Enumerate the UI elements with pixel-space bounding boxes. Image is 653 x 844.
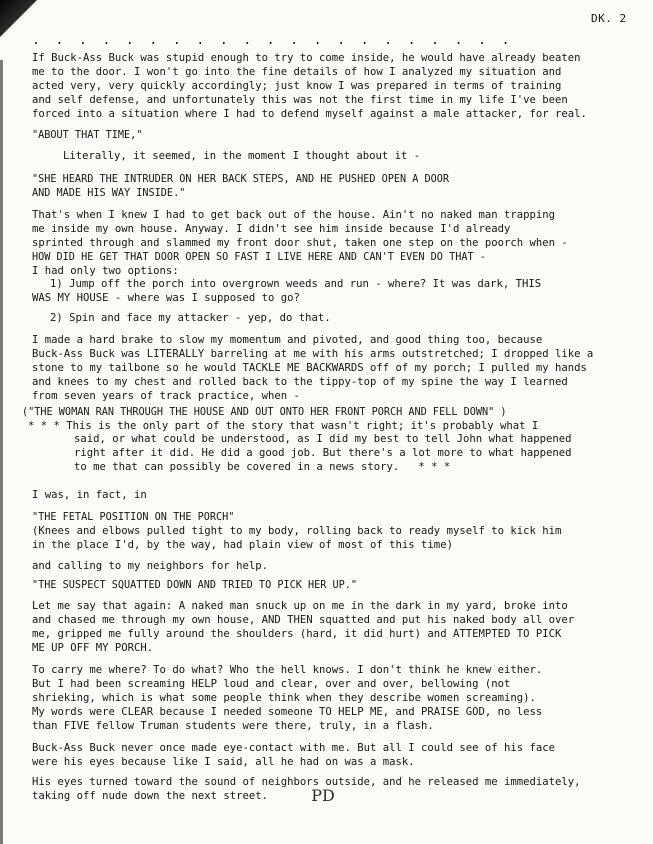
handwritten-initials: PD — [311, 786, 335, 805]
text-line: than FIVE fellow Truman students were there, truly, in a flash. — [32, 720, 434, 732]
text-line: (Knees and elbows pulled tight to my body, rolling back to ready myself to kick him — [32, 525, 562, 537]
text-line: taking off nude down the next street. — [32, 790, 268, 802]
text-line: ("THE WOMAN RAN THROUGH THE HOUSE AND OUT ONTO HER FRONT PORCH AND FELL DOWN" ) — [22, 407, 507, 418]
text-line: forced into a situation where I had to defend myself against a male attacker, for real. — [32, 108, 587, 120]
text-line: That's when I knew I had to get back out of the house. Ain't no naked man trapping — [32, 209, 555, 221]
text-line: WAS MY HOUSE - where was I supposed to go? — [32, 292, 300, 304]
text-line: "THE FETAL POSITION ON THE PORCH" — [32, 512, 235, 523]
scan-left-edge — [0, 60, 3, 844]
text-line: 2) Spin and face my attacker - yep, do that. — [50, 312, 331, 324]
text-line: in the place I'd, by the way, had plain view of most of this time) — [32, 539, 453, 551]
text-line: 1) Jump off the porch into overgrown weeds and run - where? It was dark, THIS — [50, 278, 542, 290]
text-line: acted very, very quickly accordingly; just know I was prepared in terms of training — [32, 80, 562, 92]
text-line: me, gripped me fully around the shoulders (hard, it did hurt) and ATTEMPTED TO PICK — [32, 628, 562, 640]
page-number: DK. 2 — [591, 12, 627, 25]
text-line: said, or what could be understood, as I did my best to tell John what happened — [74, 433, 572, 445]
text-line: were his eyes because like I said, all he had on was a mask. — [32, 756, 415, 768]
text-line: AND MADE HIS WAY INSIDE." — [32, 188, 186, 199]
text-line: me to the door. I won't go into the fine details of how I analyzed my situation and — [32, 66, 562, 78]
text-line: I had only two options: — [32, 265, 179, 277]
text-line: Buck-Ass Buck was LITERALLY barreling at me with his arms outstretched; I dropped like a — [32, 348, 594, 360]
text-line: But I had been screaming HELP loud and clear, over and over, bellowing (not — [32, 678, 511, 690]
text-line: sprinted through and slammed my front door shut, taken one step on the poorch when - — [32, 237, 568, 249]
text-line: Literally, it seemed, in the moment I thought about it - — [63, 150, 421, 162]
text-line: stone to my tailbone so he would TACKLE ME BACKWARDS off of my porch; I pulled my hands — [32, 362, 587, 374]
text-line: and knees to my chest and rolled back to the tippy-top of my spine the way I learned — [32, 376, 568, 388]
text-line: and chased me through my own house, AND THEN squatted and put his naked body all over — [32, 614, 575, 626]
text-line: "ABOUT THAT TIME," — [32, 130, 143, 141]
text-line: "THE SUSPECT SQUATTED DOWN AND TRIED TO PICK HER UP." — [32, 580, 358, 591]
text-line: * * * This is the only part of the story that wasn't right; it's probably what I — [28, 420, 539, 432]
text-line: I was, in fact, in — [32, 489, 147, 501]
text-line: right after it did. He did a good job. But there's a lot more to what happened — [74, 447, 572, 459]
text-line: To carry me where? To do what? Who the hell knows. I don't think he knew either. — [32, 664, 543, 676]
text-line: HOW DID HE GET THAT DOOR OPEN SO FAST I LIVE HERE AND CAN'T EVEN DO THAT - — [32, 252, 486, 263]
dot-divider: . . . . . . . . . . . . . . . . . . . . . — [32, 33, 510, 48]
text-line: "SHE HEARD THE INTRUDER ON HER BACK STEPS, AND HE PUSHED OPEN A DOOR — [32, 174, 450, 185]
text-line: His eyes turned toward the sound of neighbors outside, and he released me immediately, — [32, 776, 581, 788]
text-line: and self defense, and unfortunately this was not the first time in my life I've been — [32, 94, 568, 106]
text-line: shrieking, which is what some people think when they describe women screaming). — [32, 692, 536, 704]
text-line: If Buck-Ass Buck was stupid enough to try to come inside, he would have already beaten — [32, 52, 581, 64]
text-line: to me that can possibly be covered in a news story. * * * — [74, 461, 451, 473]
text-line: ME UP OFF MY PORCH. — [32, 642, 154, 654]
text-line: and calling to my neighbors for help. — [32, 560, 268, 572]
text-line: My words were CLEAR because I needed someone TO HELP ME, and PRAISE GOD, no less — [32, 706, 543, 718]
text-line: me inside my own house. Anyway. I didn't see him inside because I'd already — [32, 223, 511, 235]
text-line: from seven years of track practice, when - — [32, 390, 300, 402]
scan-corner-shadow — [0, 0, 70, 60]
text-line: Buck-Ass Buck never once made eye-contact with me. But all I could see of his face — [32, 742, 555, 754]
text-line: I made a hard brake to slow my momentum and pivoted, and good thing too, because — [32, 334, 543, 346]
text-line: Let me say that again: A naked man snuck up on me in the dark in my yard, broke into — [32, 600, 568, 612]
